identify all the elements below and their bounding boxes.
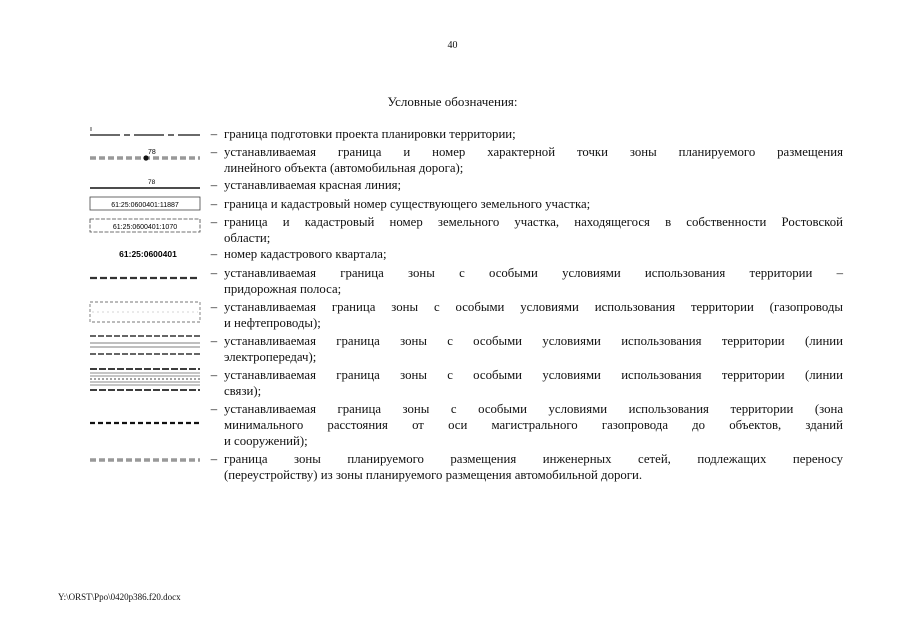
legend-title: Условные обозначения: bbox=[387, 94, 518, 109]
legend-text: устанавливаемая граница зоны с особыми условиями использования территории (линии связи); bbox=[224, 368, 843, 398]
road-zone-boundary-symbol bbox=[88, 144, 204, 160]
legend-item-existing-parcel bbox=[88, 196, 843, 212]
regional-parcel-symbol bbox=[88, 214, 204, 230]
legend-item-communication-lines-zone bbox=[88, 367, 843, 399]
legend-dash: – bbox=[210, 402, 218, 416]
legend-text: граница подготовки проекта планировки территории; bbox=[224, 127, 516, 141]
legend-item-power-lines-zone bbox=[88, 333, 843, 365]
regional-parcel-number: 61:25:0600401:1070 bbox=[112, 224, 178, 231]
point-number-label: 78 bbox=[148, 149, 156, 156]
legend bbox=[88, 126, 843, 483]
legend-text: устанавливаемая граница и номер характерной точки зоны планируемого размещения линейного объекта (автомобильная дорога); bbox=[224, 145, 843, 175]
legend-dash: – bbox=[210, 334, 218, 348]
legend-text: устанавливаемая граница зоны с особыми условиями использования территории – придорожная полоса; bbox=[224, 266, 843, 296]
pipeline-zone-symbol bbox=[88, 299, 204, 315]
legend-dash: – bbox=[210, 197, 218, 211]
legend-item-gas-pipeline-distance-zone bbox=[88, 401, 843, 449]
legend-dash: – bbox=[210, 300, 218, 314]
legend-dash: – bbox=[210, 178, 218, 192]
legend-dash: – bbox=[210, 368, 218, 382]
cadastral-quarter-symbol bbox=[88, 246, 204, 262]
planning-boundary-symbol bbox=[88, 126, 204, 142]
legend-dash: – bbox=[210, 145, 218, 159]
legend-text: граница и кадастровый номер существующего земельного участка; bbox=[224, 197, 591, 211]
legend-text: устанавливаемая красная линия; bbox=[224, 178, 402, 192]
legend-item-regional-parcel bbox=[88, 214, 843, 246]
legend-item-roadside-strip bbox=[88, 265, 843, 297]
legend-item-pipeline-zone bbox=[88, 299, 843, 331]
legend-dash: – bbox=[210, 266, 218, 280]
legend-item-road-zone-boundary bbox=[88, 144, 843, 176]
legend-dash: – bbox=[210, 215, 218, 229]
red-line-number-label: 78 bbox=[148, 179, 156, 186]
legend-item-utilities-relocation-zone bbox=[88, 451, 843, 483]
legend-item-red-line bbox=[88, 177, 843, 193]
red-line-symbol bbox=[88, 177, 204, 193]
legend-dash: – bbox=[210, 452, 218, 466]
legend-text: номер кадастрового квартала; bbox=[224, 247, 387, 261]
file-path-footer: Y:\ORST\Ppo\0420p386.f20.docx bbox=[58, 592, 181, 602]
legend-text: граница и кадастровый номер земельного участка, находящегося в собственности Ростовской области; bbox=[224, 215, 843, 245]
existing-parcel-number: 61:25:0600401:11887 bbox=[111, 202, 179, 209]
legend-item-cadastral-quarter bbox=[88, 246, 843, 262]
power-lines-zone-symbol bbox=[88, 333, 204, 349]
legend-dash: – bbox=[210, 247, 218, 261]
legend-text: устанавливаемая граница зоны с особыми условиями использования территории (зона минимального расстояния от оси магистрального газопровода до объектов, зданий и сооружений); bbox=[224, 402, 843, 448]
communication-lines-zone-symbol bbox=[88, 367, 204, 383]
legend-dash: – bbox=[210, 127, 218, 141]
utilities-relocation-zone-symbol bbox=[88, 451, 204, 467]
gas-pipeline-distance-zone-symbol bbox=[88, 401, 204, 417]
roadside-strip-symbol bbox=[88, 265, 204, 281]
cadastral-quarter-number: 61:25:0600401 bbox=[119, 249, 177, 259]
page-number: 40 bbox=[447, 40, 458, 51]
legend-text: граница зоны планируемого размещения инженерных сетей, подлежащих переносу (переустройству) из зоны планируемого размещения автомобильной дороги. bbox=[224, 452, 843, 482]
existing-parcel-symbol bbox=[88, 196, 204, 212]
legend-item-planning-boundary bbox=[88, 126, 843, 142]
legend-text: устанавливаемая граница зоны с особыми условиями использования территории (линии электропередач); bbox=[224, 334, 843, 364]
legend-text: устанавливаемая граница зоны с особыми условиями использования территории (газопроводы и нефтепроводы); bbox=[224, 300, 843, 330]
